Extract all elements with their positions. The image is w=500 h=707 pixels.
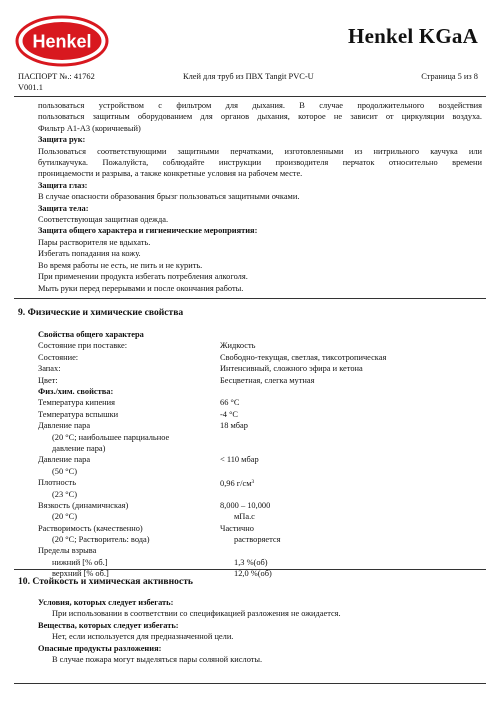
section10-body [38, 597, 482, 665]
property-row [38, 557, 482, 568]
section8-continuation [38, 100, 482, 294]
general-properties-heading: Свойства общего характера [38, 330, 144, 339]
substances-to-avoid-text: Нет, если используется для предназначенной цели. [52, 632, 234, 642]
hygiene-item: Избегать попадания на кожу. [38, 249, 141, 259]
vapour-pressure-value: < 110 мбар [220, 455, 259, 465]
eye-protection-heading: Защита глаз: [38, 180, 88, 190]
decomposition-products-heading: Опасные продукты разложения: [38, 643, 162, 653]
footer-divider [14, 683, 486, 684]
property-row [38, 545, 482, 556]
explosion-upper-value: 12,0 %(об) [234, 569, 272, 579]
vapour-pressure-label: Давление пара [38, 455, 91, 465]
logo-text: Henkel [32, 31, 92, 52]
vapour-pressure-value: 18 мбар [220, 421, 248, 431]
vapour-pressure-label: Давление пара [38, 421, 91, 431]
property-condition: (23 °C) [52, 489, 77, 499]
hand-protection-text-3: проницаемости и разрыва, а также конкретные условия на рабочем месте. [38, 169, 303, 179]
hand-protection-text-1: Пользоваться соответствующими защитными перчатками, изготовленными из нитрильного каучука или [38, 146, 482, 156]
eye-protection-text: В случае опасности образования брызг пользоваться защитными очками. [38, 192, 300, 202]
conditions-to-avoid-text: При использовании в соответствии со спецификацией разложения не ожидается. [52, 609, 341, 619]
solubility-value: Частично [220, 523, 254, 533]
property-value: Интенсивный, сложного эфира и кетона [220, 364, 363, 374]
physchem-heading: Физ./хим. свойства: [38, 386, 114, 396]
section9-title: 9. Физические и химические свойства [18, 307, 184, 318]
explosion-lower-label: нижний [% об.] [52, 557, 108, 567]
page-number: Страница 5 из 8 [421, 72, 478, 81]
document-version: V001.1 [18, 83, 43, 92]
property-condition: (20 °C) мПа.с [52, 512, 255, 522]
respiratory-text-3: Фильтр А1-А3 (коричневый) [38, 123, 141, 133]
property-value: Бесцветная, слегка мутная [220, 375, 315, 385]
property-label: Запах: [38, 364, 61, 374]
section-divider [14, 298, 486, 299]
property-value: Жидкость [220, 341, 256, 351]
section9-body [38, 329, 482, 580]
density-label: Плотность [38, 478, 77, 488]
hygiene-heading: Защита общего характера и гигиенические мероприятия: [38, 226, 258, 236]
hygiene-item: Пары растворителя не вдыхать. [38, 237, 151, 247]
property-row [38, 409, 482, 420]
explosion-lower-value: 1,3 %(об) [234, 557, 268, 567]
property-row [38, 397, 482, 408]
property-row [38, 363, 482, 374]
property-row [38, 420, 482, 431]
header-divider [14, 96, 486, 97]
property-label: Цвет: [38, 375, 58, 385]
property-label: Состояние: [38, 352, 79, 362]
viscosity-label: Вязкость (динамичнская) [38, 500, 129, 510]
property-condition: давление пара) [52, 443, 106, 453]
solubility-value-cont: растворяется [234, 535, 281, 545]
property-condition: (50 °C) [52, 466, 77, 476]
boiling-point-value: 66 °C [220, 398, 240, 408]
property-condition: (20 °C; Растворитель: вода) растворяется [52, 535, 281, 545]
conditions-to-avoid-heading: Условия, которых следует избегать: [38, 598, 174, 607]
explosion-limits-label: Пределы взрыва [38, 546, 97, 556]
property-label: Состояние при поставке: [38, 341, 128, 351]
decomposition-products-text: В случае пожара могут выделяться пары соляной кислоты. [52, 655, 263, 665]
section10-title: 10. Стойкость и химическая активность [18, 576, 193, 587]
product-name: Клей для труб из ПВХ Tangit PVC-U [183, 72, 314, 81]
property-row [38, 477, 482, 488]
hygiene-item: При применении продукта избегать потребления алкоголя. [38, 272, 248, 282]
explosion-upper-label: верхний [% об.] [52, 569, 109, 579]
density-value: 0,96 $г/см^3$ [220, 479, 255, 489]
property-row [38, 375, 482, 386]
boiling-point-label: Температура кипения [38, 398, 116, 408]
body-protection-heading: Защита тела: [38, 203, 89, 213]
hand-protection-text-2: бутилкаучука. Пожалуйста, соблюдайте инструкции производителя перчаток относительно времени [38, 158, 482, 168]
hygiene-item: Мыть руки перед перерывами и после окончания работы. [38, 283, 244, 293]
property-row [38, 500, 482, 511]
respiratory-text-1: пользоваться устройством с фильтром для дыхания. В случае продолжительного воздействия [38, 101, 482, 110]
company-name: Henkel KGaA [348, 24, 478, 48]
property-condition: (20 °C; наибольшее парциальное [52, 432, 170, 442]
flash-point-label: Температура вспышки [38, 409, 119, 419]
property-row [38, 340, 482, 351]
respiratory-text-2: пользоваться защитным оборудованием для органов дыхания, которое не зависит от циркуляции воздуха. [38, 112, 482, 122]
hygiene-item: Во время работы не есть, не пить и не курить. [38, 260, 203, 270]
flash-point-value: -4 °C [220, 409, 239, 419]
property-row [38, 352, 482, 363]
viscosity-value: 8,000 – 10,000 [220, 500, 271, 510]
section-divider [14, 569, 486, 570]
substances-to-avoid-heading: Вещества, которых следует избегать: [38, 620, 179, 630]
property-value: Свободно-текущая, светлая, тиксотропическая [220, 352, 387, 362]
hand-protection-heading: Защита рук: [38, 135, 86, 145]
body-protection-text: Соответствующая защитная одежда. [38, 215, 169, 225]
henkel-logo [14, 14, 110, 68]
viscosity-unit: мПа.с [234, 512, 255, 522]
solubility-label: Растворимость (качественно) [38, 523, 143, 533]
passport-number: ПАСПОРТ №.: 41762 [18, 72, 95, 81]
property-row [38, 523, 482, 534]
property-row [38, 454, 482, 465]
